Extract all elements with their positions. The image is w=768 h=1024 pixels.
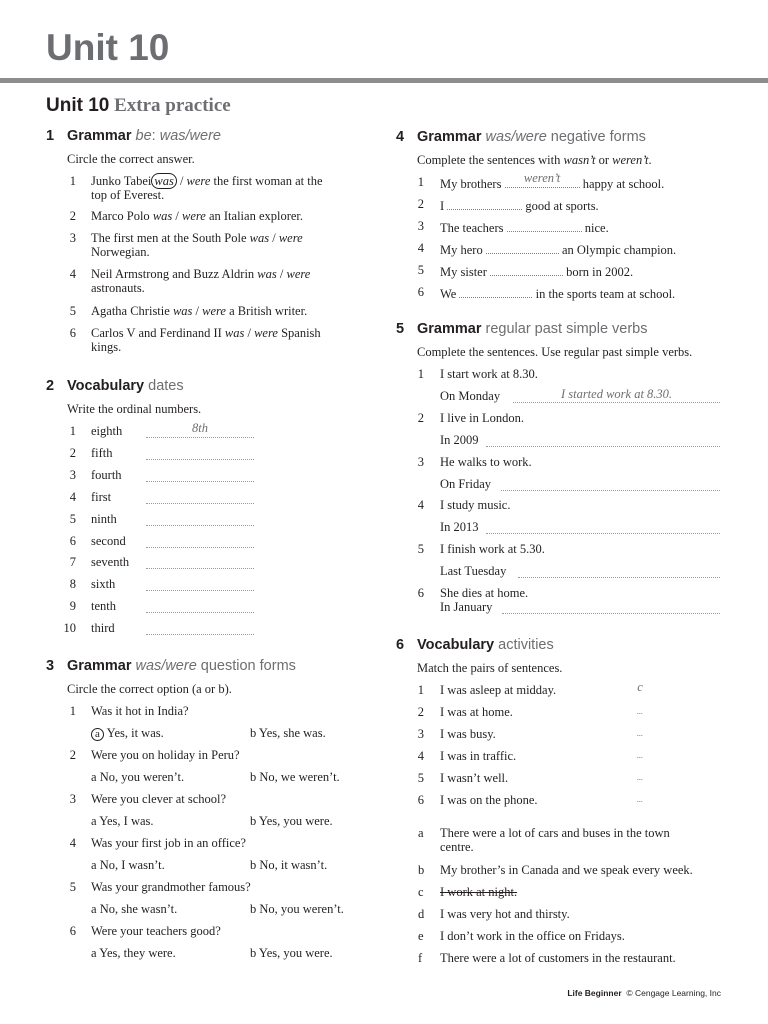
option-was[interactable]: was: [249, 231, 270, 245]
item-text: I was asleep at midday.: [440, 683, 557, 697]
item-word: first: [91, 489, 112, 504]
exercise-1-heading: 1 Grammar be: was/were: [46, 128, 221, 144]
item-number: 1: [417, 683, 424, 697]
option-was[interactable]: was: [172, 304, 193, 318]
answer-blank[interactable]: [486, 241, 559, 254]
option-b[interactable]: b No, it wasn’t.: [250, 857, 328, 872]
answer-text[interactable]: ...: [637, 795, 643, 804]
item-number: 2: [417, 411, 424, 425]
option-a[interactable]: a Yes, they were.: [91, 945, 176, 960]
exercise-4-heading: 4 Grammar was/were negative forms: [396, 129, 646, 145]
option-b[interactable]: b Yes, she was.: [250, 726, 326, 740]
answer-text: weren’t: [523, 171, 561, 185]
item-text: He walks to work.: [440, 455, 532, 469]
item-word: ninth: [91, 511, 117, 526]
item-text: I was at home.: [440, 705, 513, 719]
option-were[interactable]: were: [186, 174, 211, 188]
question: Was your first job in an office?: [91, 835, 246, 850]
option-a[interactable]: a Yes, it was.: [91, 726, 164, 741]
option-text: I work at night.: [440, 885, 518, 899]
item-text: I was on the phone.: [440, 793, 538, 807]
subtitle-extra: Extra practice: [114, 95, 231, 116]
item-number: 3: [69, 791, 76, 806]
item-text: Agatha Christie was / were a British writer.: [91, 304, 308, 318]
option-label: b: [250, 769, 257, 784]
item-text: Marco Polo was / were an Italian explorer.: [91, 209, 304, 223]
item-text: My brothers weren’t happy at school.: [440, 171, 665, 191]
item-text: I start work at 8.30.: [440, 367, 538, 381]
item-text: I finish work at 5.30.: [440, 542, 545, 556]
answer-line[interactable]: [146, 437, 254, 438]
option-label: a: [91, 857, 97, 872]
option-label: a: [91, 813, 97, 828]
option-label: a: [91, 901, 97, 916]
exercise-6-heading: 6 Vocabulary activities: [396, 637, 554, 653]
item-number: 3: [417, 727, 424, 741]
answer-text[interactable]: ...: [637, 707, 643, 716]
item-number: 3: [69, 231, 76, 245]
option-b[interactable]: b No, we weren’t.: [250, 769, 340, 784]
option-letter: b: [418, 863, 425, 877]
option-were[interactable]: were: [182, 209, 206, 223]
item-number: 6: [417, 586, 424, 600]
item-text: She dies at home.: [440, 586, 529, 600]
question: Were your teachers good?: [91, 923, 221, 938]
item-number: 3: [417, 219, 424, 233]
answer-line[interactable]: [502, 613, 720, 614]
item-number: 6: [417, 793, 424, 807]
option-letter: d: [418, 907, 425, 921]
answer-line[interactable]: [146, 481, 254, 482]
item-text: I wasn’t well.: [440, 771, 509, 785]
item-prompt: In 2013: [440, 520, 479, 534]
item-prompt: In January: [440, 600, 493, 614]
option-text: There were a lot of customers in the restaurant.: [440, 951, 676, 965]
item-number: 4: [417, 241, 424, 255]
item-prompt: On Friday: [440, 477, 492, 491]
option-text: I was very hot and thirsty.: [440, 907, 570, 921]
option-text-continued: centre.: [440, 840, 474, 854]
answer-text[interactable]: ...: [637, 729, 643, 738]
option-text: I don’t work in the office on Fridays.: [440, 929, 625, 943]
option-a[interactable]: a No, I wasn’t.: [91, 857, 165, 872]
item-number: 6: [69, 923, 76, 938]
option-a[interactable]: a No, you weren’t.: [91, 769, 185, 784]
option-text: My brother’s in Canada and we speak every week.: [440, 863, 693, 877]
item-number: 2: [69, 209, 76, 223]
option-a[interactable]: a Yes, I was.: [91, 813, 154, 828]
option-were[interactable]: were: [254, 326, 278, 340]
answer-line[interactable]: [146, 503, 254, 504]
answer-line[interactable]: [146, 568, 254, 569]
option-label: b: [250, 726, 257, 740]
option-was[interactable]: was: [152, 209, 173, 223]
item-number: 6: [417, 285, 424, 299]
circled-option-label: a: [91, 728, 104, 741]
footer: Life Beginner © Cengage Learning, Inc: [567, 988, 721, 998]
answer-line[interactable]: [146, 525, 254, 526]
item-text: My sister born in 2002.: [440, 265, 634, 279]
answer-blank[interactable]: [490, 263, 563, 276]
item-number: 1: [417, 367, 424, 381]
answer-line[interactable]: [146, 547, 254, 548]
item-word: fourth: [91, 467, 122, 482]
item-text-continued: astronauts.: [91, 281, 145, 295]
exercise-3-heading: 3 Grammar was/were question forms: [46, 658, 296, 674]
option-label: b: [250, 945, 257, 960]
item-prompt: On Monday: [440, 389, 501, 403]
item-number: 10: [63, 621, 76, 636]
item-text: Neil Armstrong and Buzz Aldrin was / were: [91, 267, 311, 281]
item-text-continued: Norwegian.: [91, 245, 150, 259]
option-b[interactable]: b Yes, you were.: [250, 945, 333, 960]
item-number: 5: [417, 542, 424, 556]
item-number: 5: [69, 511, 76, 526]
option-a[interactable]: a No, she wasn’t.: [91, 901, 178, 916]
item-text: We in the sports team at school.: [440, 287, 676, 301]
option-letter: f: [418, 951, 423, 965]
answer-line[interactable]: [501, 490, 720, 491]
item-text: I live in London.: [440, 411, 525, 425]
item-number: 1: [69, 424, 76, 438]
item-prompt: In 2009: [440, 433, 479, 447]
exercise-2-heading: 2 Vocabulary dates: [46, 378, 184, 394]
subtitle-unit: Unit 10: [46, 95, 110, 116]
item-word: third: [91, 621, 115, 636]
item-number: 9: [69, 599, 76, 614]
answer-line[interactable]: [146, 459, 254, 460]
exercise-2-instruction: Write the ordinal numbers.: [67, 402, 202, 416]
item-text: I was busy.: [440, 727, 496, 741]
answer-text: 8th: [192, 421, 208, 435]
option-label: b: [250, 813, 257, 828]
option-b[interactable]: b Yes, you were.: [250, 813, 333, 828]
answer-line[interactable]: [513, 402, 720, 403]
item-text: I good at sports.: [440, 199, 599, 213]
exercise-5-instruction: Complete the sentences. Use regular past simple verbs.: [417, 345, 693, 359]
option-letter: a: [418, 826, 424, 840]
answer-blank[interactable]: [459, 285, 532, 298]
item-text-continued: top of Everest.: [91, 188, 165, 202]
option-was[interactable]: was: [257, 267, 277, 281]
item-text: The first men at the South Pole was / were: [91, 231, 303, 245]
question: Were you on holiday in Peru?: [91, 747, 240, 762]
item-text: The teachers nice.: [440, 221, 609, 235]
option-letter: c: [418, 885, 424, 899]
option-was[interactable]: was: [224, 326, 245, 340]
circled-answer[interactable]: was: [151, 173, 176, 189]
item-text: Carlos V and Ferdinand II was / were Spanish: [91, 326, 321, 340]
item-text: My hero an Olympic champion.: [440, 243, 677, 257]
exercise-6-instruction: Match the pairs of sentences.: [417, 661, 563, 675]
item-number: 1: [69, 704, 76, 718]
item-number: 2: [69, 445, 76, 460]
option-text: There were a lot of cars and buses in the town: [440, 826, 670, 840]
answer-blank[interactable]: [507, 219, 582, 232]
question: Was it hot in India?: [91, 704, 189, 718]
title-rule: [0, 78, 768, 83]
item-number: 6: [69, 326, 76, 340]
exercise-4-instruction: Complete the sentences with wasn’t or weren’t.: [417, 153, 652, 167]
item-number: 4: [417, 498, 424, 512]
item-word: eighth: [91, 424, 123, 438]
answer-text[interactable]: ...: [637, 751, 643, 760]
option-label: b: [250, 857, 257, 872]
item-number: 4: [69, 835, 76, 850]
answer-text[interactable]: ...: [637, 773, 643, 782]
answer-line[interactable]: [518, 577, 720, 578]
question: Were you clever at school?: [91, 791, 227, 806]
item-number: 4: [69, 489, 76, 504]
question: Was your grandmother famous?: [91, 879, 251, 894]
answer-text: I started work at 8.30.: [560, 387, 673, 401]
option-label: b: [250, 901, 257, 916]
exercise-1-instruction: Circle the correct answer.: [67, 152, 195, 166]
item-number: 1: [69, 174, 76, 188]
page-title: Unit 10: [46, 27, 170, 68]
item-text: I study music.: [440, 498, 511, 512]
item-number: 5: [69, 304, 76, 318]
item-number: 4: [417, 749, 424, 763]
item-number: 5: [69, 879, 76, 894]
item-text: Junko Tabei was / were the first woman at the: [91, 174, 323, 188]
option-letter: e: [418, 929, 424, 943]
item-number: 5: [417, 771, 424, 785]
item-word: fifth: [91, 445, 113, 460]
answer-line[interactable]: [146, 634, 254, 635]
option-were[interactable]: were: [278, 231, 303, 245]
item-prompt: Last Tuesday: [440, 564, 507, 578]
item-number: 3: [69, 467, 76, 482]
answer-line[interactable]: [146, 612, 254, 613]
exercise-5-heading: 5 Grammar regular past simple verbs: [396, 321, 648, 337]
answer-blank[interactable]: [447, 197, 522, 210]
item-number: 3: [417, 455, 424, 469]
item-number: 2: [417, 705, 424, 719]
item-text-continued: kings.: [91, 340, 122, 354]
item-word: seventh: [91, 555, 130, 570]
option-label: a: [91, 945, 97, 960]
item-number: 7: [69, 555, 76, 570]
item-number: 8: [69, 577, 76, 592]
exercise-3-instruction: Circle the correct option (a or b).: [67, 682, 232, 696]
item-number: 4: [69, 267, 76, 281]
answer-line[interactable]: [486, 446, 720, 447]
item-text: I was in traffic.: [440, 749, 517, 763]
option-were[interactable]: were: [202, 304, 226, 318]
subtitle: [46, 94, 231, 118]
item-number: 1: [417, 175, 424, 189]
answer-line[interactable]: [146, 590, 254, 591]
answer-text[interactable]: c: [637, 680, 643, 694]
option-label: a: [91, 769, 97, 784]
item-number: 5: [417, 263, 424, 277]
option-were[interactable]: were: [286, 267, 311, 281]
item-number: 2: [69, 747, 76, 762]
item-word: sixth: [91, 577, 116, 592]
item-word: tenth: [91, 599, 116, 614]
option-b[interactable]: b No, you weren’t.: [250, 901, 344, 916]
item-number: 2: [417, 197, 424, 211]
answer-blank[interactable]: [505, 171, 580, 188]
answer-line[interactable]: [486, 533, 720, 534]
item-word: second: [91, 533, 126, 548]
item-number: 6: [69, 533, 76, 548]
